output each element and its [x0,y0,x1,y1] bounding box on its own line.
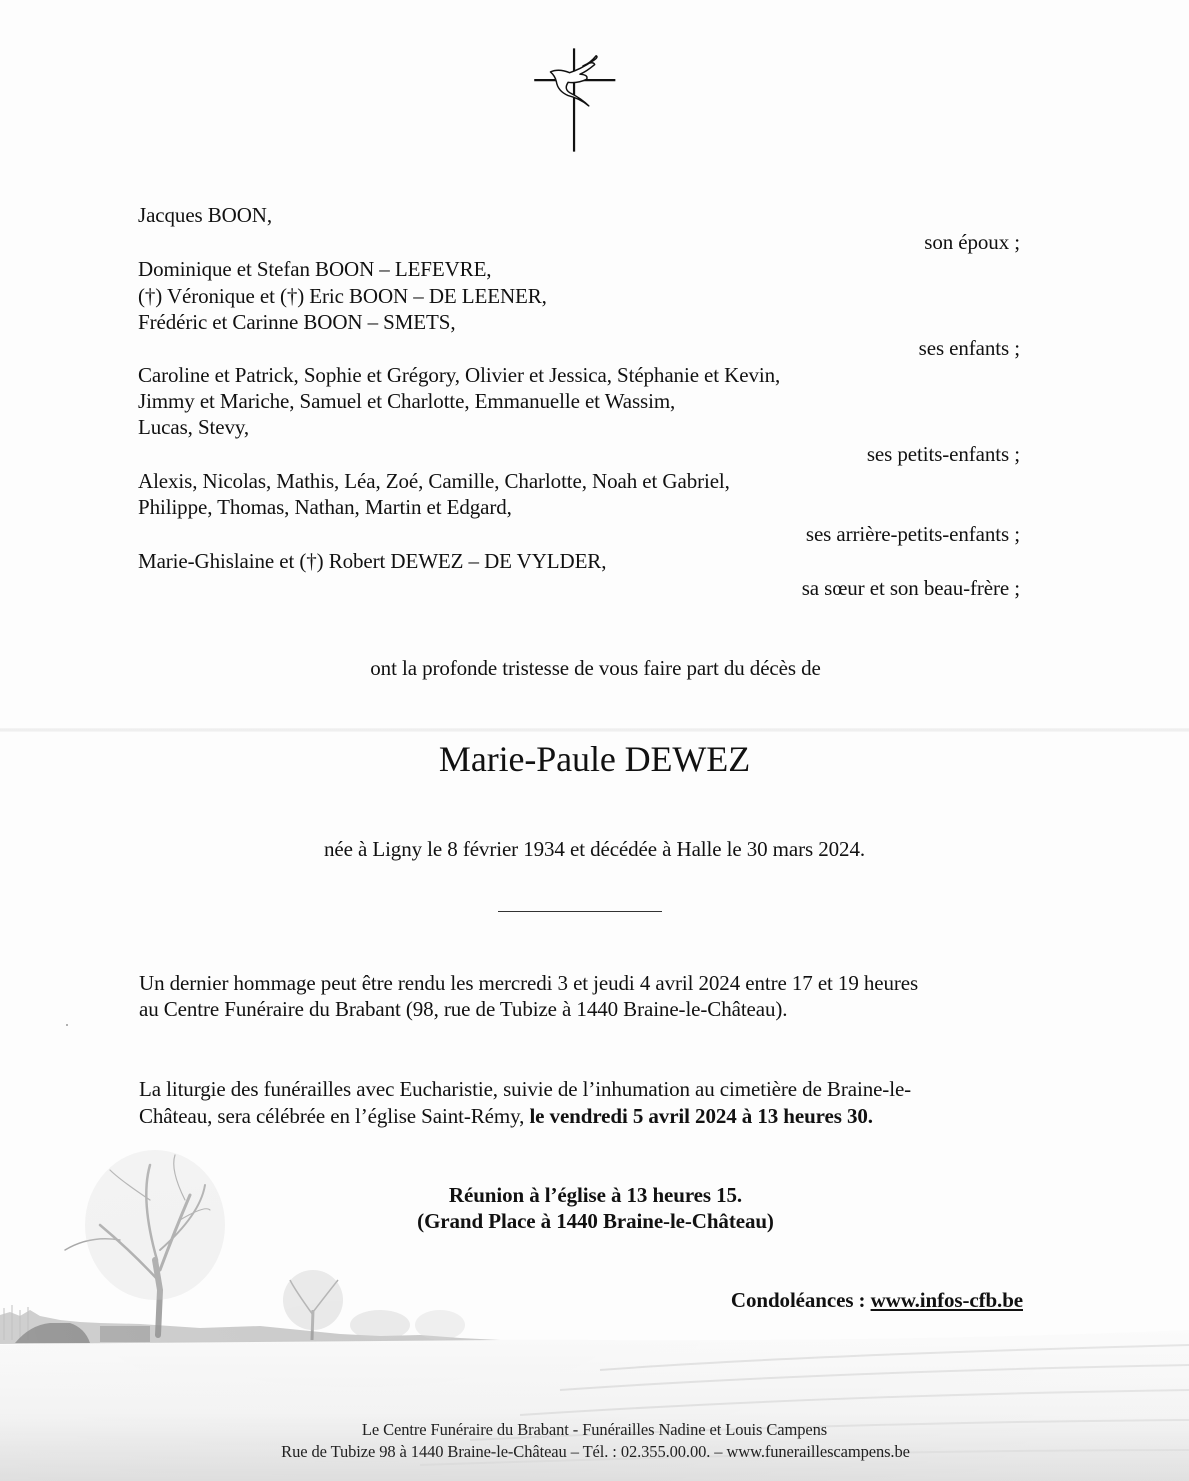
family-name-line: (†) Véronique et (†) Eric BOON – DE LEENER, [138,284,547,308]
deceased-name: Marie-Paule DEWEZ [438,739,751,779]
birth-death-dates: née à Ligny le 8 février 1934 et décédée à Halle le 30 mars 2024. [323,837,866,861]
footer-line-2: Rue de Tubize 98 à 1440 Braine-le-Château – Tél. : 02.355.00.00. – www.funeraillescampens.be [281,1442,910,1461]
relation-label: sa sœur et son beau-frère ; [801,576,1020,600]
meeting-line-2: (Grand Place à 1440 Braine-le-Château) [417,1209,774,1233]
condolences-line [731,1287,1023,1313]
liturgy-line-2 [139,1103,873,1129]
relation-label: ses arrière-petits-enfants ; [805,522,1020,546]
page-fold [0,728,1189,732]
family-name-line: Philippe, Thomas, Nathan, Martin et Edgard, [138,495,512,519]
condolences-label: Condoléances : [730,1288,871,1312]
liturgy-text: Château, sera célébrée en l’église Saint-Rémy, [139,1104,530,1128]
divider-line [498,911,662,912]
liturgy-line-1: La liturgie des funérailles avec Eucharistie, suivie de l’inhumation au cimetière de Braine-le- [139,1077,912,1101]
family-name-line: Caroline et Patrick, Sophie et Grégory, Olivier et Jessica, Stéphanie et Kevin, [138,363,781,387]
visitation-line-1: Un dernier hommage peut être rendu les mercredi 3 et jeudi 4 avril 2024 entre 17 et 19 heures [139,971,919,995]
family-name-line: Jacques BOON, [138,203,273,227]
meeting-line-1: Réunion à l’église à 13 heures 15. [448,1183,743,1207]
footer-line-1: Le Centre Funéraire du Brabant - Funérailles Nadine et Louis Campens [361,1420,828,1439]
family-name-line: Marie-Ghislaine et (†) Robert DEWEZ – DE VYLDER, [138,549,607,573]
announcement-text: ont la profonde tristesse de vous faire part du décès de [370,656,821,680]
family-name-line: Jimmy et Mariche, Samuel et Charlotte, Emmanuelle et Wassim, [138,389,676,413]
relation-label: ses petits-enfants ; [866,442,1020,466]
family-name-line: Lucas, Stevy, [138,415,250,439]
family-name-line: Frédéric et Carinne BOON – SMETS, [138,310,456,334]
family-name-line: Dominique et Stefan BOON – LEFEVRE, [138,257,492,281]
condolences-link[interactable]: www.infos-cfb.be [870,1288,1023,1312]
cross-with-dove-icon [518,28,636,172]
scan-speck [66,1024,68,1026]
funeral-date-time: le vendredi 5 avril 2024 à 13 heures 30. [529,1104,873,1128]
family-name-line: Alexis, Nicolas, Mathis, Léa, Zoé, Camille, Charlotte, Noah et Gabriel, [138,469,730,493]
relation-label: ses enfants ; [918,336,1020,360]
relation-label: son époux ; [924,230,1020,254]
visitation-line-2: au Centre Funéraire du Brabant (98, rue de Tubize à 1440 Braine-le-Château). [139,997,788,1021]
